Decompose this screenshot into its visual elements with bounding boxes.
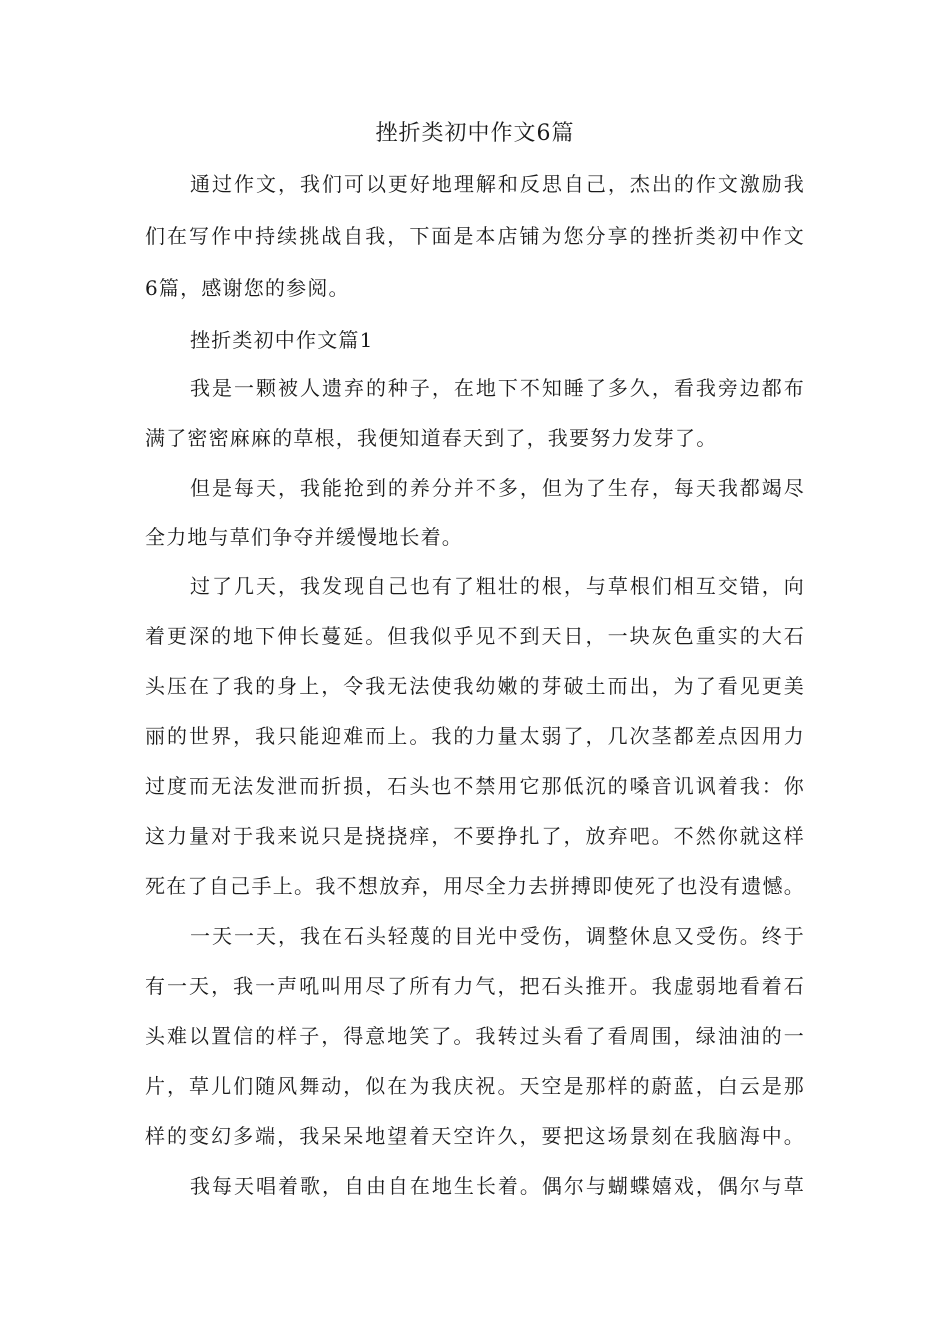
paragraph-line: 头压在了我的身上，令我无法使我幼嫩的芽破土而出，为了看见更美 xyxy=(145,674,805,698)
paragraph-line: 丽的世界，我只能迎难而上。我的力量太弱了，几次茎都差点因用力 xyxy=(145,724,805,748)
paragraph-line: 但是每天，我能抢到的养分并不多，但为了生存，每天我都竭尽 xyxy=(190,476,805,500)
paragraph-line: 这力量对于我来说只是挠挠痒，不要挣扎了，放弃吧。不然你就这样 xyxy=(145,824,805,848)
paragraph-line: 6篇，感谢您的参阅。 xyxy=(145,276,350,300)
paragraph-line: 有一天，我一声吼叫用尽了所有力气，把石头推开。我虚弱地看着石 xyxy=(145,974,805,998)
paragraph-line: 着更深的地下伸长蔓延。但我似乎见不到天日，一块灰色重实的大石 xyxy=(145,624,805,648)
paragraph-line: 我是一颗被人遗弃的种子，在地下不知睡了多久，看我旁边都布 xyxy=(190,376,805,400)
paragraph-line: 全力地与草们争夺并缓慢地长着。 xyxy=(145,525,463,549)
paragraph-line: 一天一天，我在石头轻蔑的目光中受伤，调整休息又受伤。终于 xyxy=(190,924,805,948)
paragraph-line: 头难以置信的样子，得意地笑了。我转过头看了看周围，绿油油的一 xyxy=(145,1024,805,1048)
paragraph-line: 片，草儿们随风舞动，似在为我庆祝。天空是那样的蔚蓝，白云是那 xyxy=(145,1074,805,1098)
paragraph-line: 过度而无法发泄而折损，石头也不禁用它那低沉的嗓音讥讽着我：你 xyxy=(145,774,805,798)
paragraph-line: 通过作文，我们可以更好地理解和反思自己，杰出的作文激励我 xyxy=(190,172,805,196)
paragraph-line: 我每天唱着歌，自由自在地生长着。偶尔与蝴蝶嬉戏，偶尔与草 xyxy=(190,1174,805,1198)
paragraph-line: 满了密密麻麻的草根，我便知道春天到了，我要努力发芽了。 xyxy=(145,426,718,450)
paragraph-line: 样的变幻多端，我呆呆地望着天空许久，要把这场景刻在我脑海中。 xyxy=(145,1124,805,1148)
paragraph-line: 死在了自己手上。我不想放弃，用尽全力去拼搏即使死了也没有遗憾。 xyxy=(145,874,805,898)
document-title: 挫折类初中作文6篇 xyxy=(375,121,575,146)
paragraph-line: 过了几天，我发现自己也有了粗壮的根，与草根们相互交错，向 xyxy=(190,574,805,598)
section-heading: 挫折类初中作文篇1 xyxy=(190,328,374,352)
paragraph-line: 们在写作中持续挑战自我，下面是本店铺为您分享的挫折类初中作文 xyxy=(145,224,805,248)
